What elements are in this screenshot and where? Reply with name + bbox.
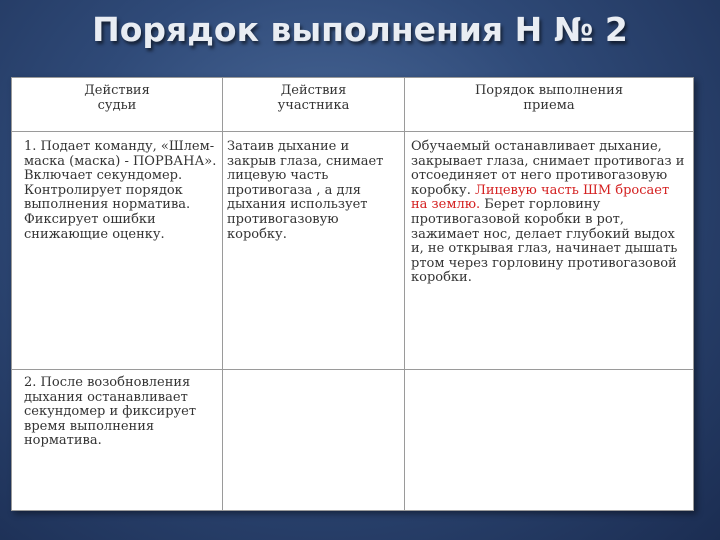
row2-order-cell <box>405 370 694 511</box>
row1-order-text <box>405 132 693 286</box>
header-execution-order <box>405 78 694 132</box>
row1-judge-cell <box>12 132 223 370</box>
row2-judge-text: 2. После возобновления дыхания останавливает секундомер и фиксирует время выполнения норматива. <box>24 375 197 449</box>
header-judge-label: Действия судьи <box>84 83 150 113</box>
order-highlight-text: Лицевую часть ШМ бросает на землю. <box>411 182 670 213</box>
table-row <box>12 132 694 370</box>
row1-order-cell <box>405 132 694 370</box>
row1-participant-text: Затаив дыхание и закрыв глаза, снимает лицевую часть противогаза , а для дыхания использует противогазовую коробку. <box>227 139 384 242</box>
table-header-row <box>12 78 694 132</box>
slide-title: Порядок выполнения Н № 2 <box>92 10 628 49</box>
row1-participant-cell <box>223 132 405 370</box>
header-judge-actions <box>12 78 223 132</box>
procedure-table <box>11 77 694 511</box>
header-order-label: Порядок выполнения приема <box>474 83 624 113</box>
order-steps-part1: Обучаемый останавливает дыхание, закрывает глаза, снимает противогаз и отсоединяет от него противогазовую коробку. <box>411 139 685 198</box>
header-participant-actions <box>223 78 405 132</box>
header-participant-label: Действия участника <box>277 83 350 113</box>
row1-judge-text: 1. Подает команду, «Шлем-маска (маска) - ПОРВАНА». Включает секундомер. Контролирует порядок выполнения норматива. Фиксирует ошибки снижающие оценку. <box>24 139 217 242</box>
table-row <box>12 370 694 511</box>
row2-judge-cell <box>12 370 223 511</box>
row2-participant-cell <box>223 370 405 511</box>
order-steps-part2: Берет горловину противогазовой коробки в рот, зажимает нос, делает глубокий выдох и, не открывая глаз, начинает дышать ртом через горловину противогазовой коробки. <box>411 197 678 286</box>
